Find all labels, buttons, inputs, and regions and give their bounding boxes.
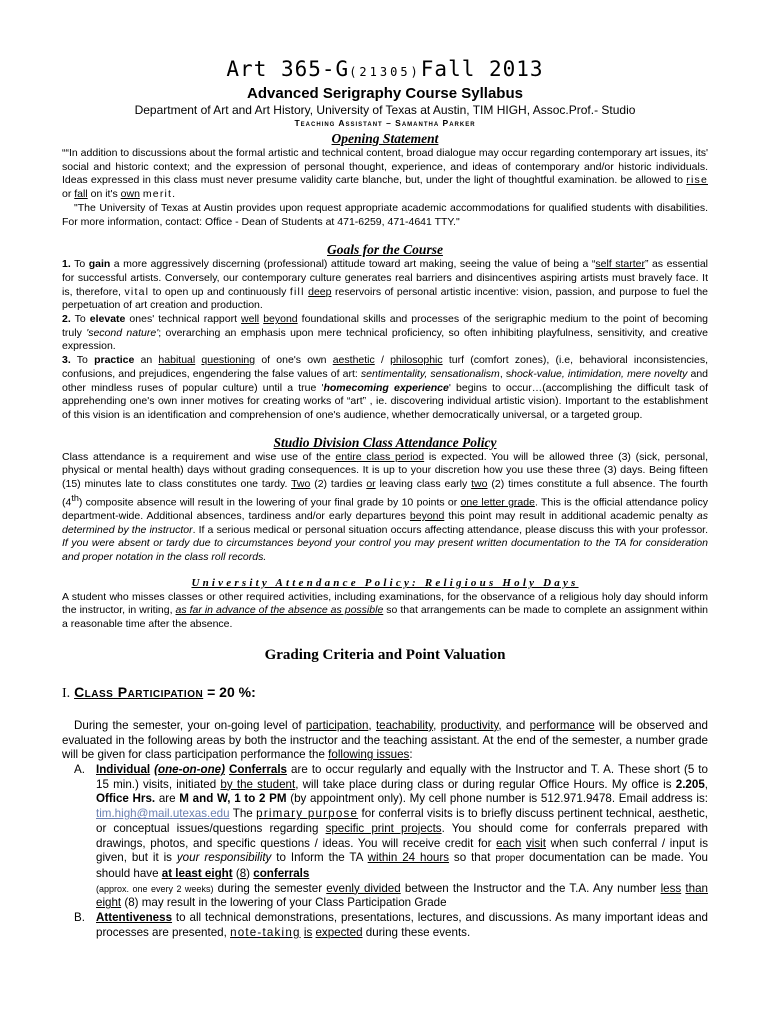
grading-heading: Grading Criteria and Point Valuation: [264, 646, 506, 663]
goal-3: 3. To practice an habitual questioning of one's own aesthetic / philosophic turf (comfort zones), (i.e, behavioral inconsistencies, confusions, and prejudices, engendering the false values of art: sentimentality, sensationalism, shock-value, intimidation, mere novelty and other mindless ruses of popular culture) until a true 'homecoming experience' begins to occur…(accomplishing the difficult task of apprehending one's own inner motives for creating works of “art” , ie. discovering individual artistic vision). Important to the establishment of this vision is an identification and comprehension of one's audience, whether democratically universal, or a targeted group.: [62, 354, 709, 421]
participation-list: [74, 763, 708, 940]
department-line: Department of Art and Art History, University of Texas at Austin, TIM HIGH, Assoc.Prof.- Studio: [134, 103, 636, 117]
course-term: Fall 2013: [420, 57, 544, 81]
religious-paragraph: A student who misses classes or other required activities, including examinations, for the observance of a religious holy day should inform the instructor, in writing, as far in advance of the absence as possible so that arrangements can be made to complete an assignment within a reasonable time after the absence.: [62, 590, 708, 631]
religious-holy-days-heading: University Attendance Policy: Religious Holy Days: [191, 576, 579, 589]
email-link[interactable]: tim.high@mail.utexas.edu: [96, 807, 230, 821]
list-item-attentiveness: B. Attentiveness to all technical demonstrations, presentations, lectures, and discussions. As many important ideas and processes are presented, note-taking is expected during these events.: [74, 911, 708, 939]
course-subtitle: Advanced Serigraphy Course Syllabus: [247, 85, 523, 102]
opening-paragraph-1: ““In addition to discussions about the formal artistic and technical content, broad dialogue may occur regarding contemporary art issues, its' social and historic context; and the expression of personal thought, experience, and ideas of contemporary and/or historic individuals. Ideas expressed in this class must never presume validity carte blanche, but, under the light of thoughtful examination. be allowed to rise or fall on it's own merit.: [62, 147, 708, 201]
goals-heading: Goals for the Course: [327, 242, 443, 258]
goal-1: 1. To gain a more aggressively discerning (professional) attitude toward art making, seeing the value of being a “self starter” as essential for successful artists. Conversely, our contemporary culture generates real barriers and disincentives aspiring artists must bravely face. It is, therefore, vital to open up and continuously fill deep reservoirs of personal artistic incentive: vision, passion, and purpose to fuel the perpetuation of art creation and production.: [62, 258, 709, 312]
opening-statement-heading: Opening Statement: [331, 131, 439, 146]
list-item-conferrals: A. Individual (one-on-one) Conferrals are to occur regularly and equally with the Instructor and T. A. These short (5 to 15 min.) visits, initiated by the student, will take place during class or during regular Office Hours. My office is 2.205, Office Hrs. are M and W, 1 to 2 PM (by appointment only). My cell phone number is 512.971.9478. Email address is: tim.high@mail.utexas.edu The primary purpose for conferral visits is to briefly discuss pertinent technical, aesthetic, or conceptual issues/questions regarding specific print projects. You should come for conferrals prepared with drawings, photos, and specific questions / ideas. You will receive credit for each visit when such conferral / input is given, but it is your responsibility to Inform the TA within 24 hours so that proper documentation can be made. You should have at least eight (8) conferrals (approx. one every 2 weeks) during the semester evenly divided between the Instructor and the T.A. Any number less than eight (8) may result in the lowering of your Class Participation Grade: [74, 763, 709, 910]
course-title-main: Art 365-G: [226, 57, 350, 81]
attendance-paragraph: Class attendance is a requirement and wise use of the entire class period is expected. You will be allowed three (3) (sick, personal, physical or mental health) days without grading consequences. It is up to your discretion how you use these three (3) days. Being fifteen (15) minutes late to class constitutes one tardy. Two (2) tardies or leaving class early two (2) times constitute a full absence. The fourth (4th) composite absence will result in the lowering of your final grade by 10 points or one letter grade. This is the official attendance policy department-wide. Additional absences, tardiness and/or early departures beyond this point may result in additional academic penalty as determined by the instructor. If a serious medical or personal situation occurs affecting attendance, please discuss this with your professor. If you were absent or tardy due to circumstances beyond your control you may present written documentation to the TA for consideration and proper notation in the class roll records.: [62, 450, 709, 564]
class-participation-heading: I. Class Participation = 20 %:: [62, 683, 256, 701]
course-title: [62, 56, 708, 85]
teaching-assistant-line: Teaching Assistant – Samantha Parker: [294, 118, 476, 128]
attendance-heading: Studio Division Class Attendance Policy: [273, 434, 497, 450]
participation-intro: During the semester, your on-going level of participation, teachability, productivity, and performance will be observed and evaluated in the following areas by both the instructor and the teaching assistant. At the end of the semester, a number grade will be given for class participation performance the following issues:: [62, 718, 708, 762]
syllabus-page: [62, 56, 708, 940]
goal-2: 2. To elevate ones' technical rapport well beyond foundational skills and processes of the serigraphic medium to the point of becoming truly 'second nature'; overarching an emphasis upon mere technical proficiency, so often inhibiting playfulness, sensitivity, and creative expression.: [62, 313, 708, 353]
course-number: (21305): [349, 65, 421, 79]
opening-paragraph-2: "The University of Texas at Austin provides upon request appropriate academic accommodations for qualified students with disabilities. For more information, contact: Office - Dean of Students at 471-6259, 471-4641 TTY.": [62, 201, 708, 228]
